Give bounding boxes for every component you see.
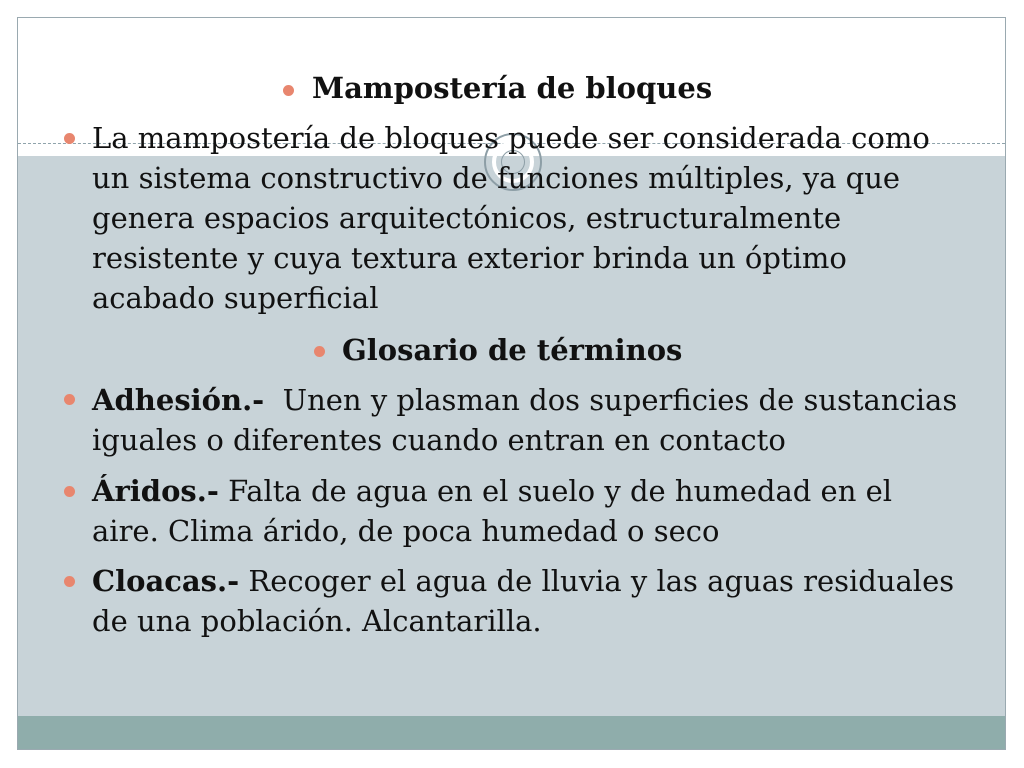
term-definition: Unen y plasman dos superficies de sustancias iguales o diferentes cuando entran en contacto bbox=[92, 383, 967, 457]
bullet-icon bbox=[64, 133, 75, 144]
bullet-icon bbox=[314, 346, 325, 357]
term-definition: Recoger el agua de lluvia y las aguas residuales de una población. Alcantarilla. bbox=[92, 564, 964, 638]
term-label: Cloacas.- bbox=[92, 564, 240, 598]
heading-mamposteria: Mampostería de bloques bbox=[312, 71, 713, 105]
glossary-item-aridos bbox=[92, 471, 932, 551]
bullet-icon bbox=[283, 85, 294, 96]
paragraph-definition: La mampostería de bloques puede ser considerada como un sistema constructivo de funciones múltiples, ya que genera espacios arquitectónicos, estructuralmente resistente y cuya textura exterior brinda un óptimo acabado superficial bbox=[92, 121, 930, 315]
bullet-icon bbox=[64, 486, 75, 497]
bullet-icon bbox=[64, 576, 75, 587]
glossary-item-adhesion bbox=[92, 380, 972, 460]
glossary-item-cloacas bbox=[92, 561, 992, 641]
term-label: Áridos.- bbox=[92, 474, 219, 508]
term-definition: Falta de agua en el suelo y de humedad en el aire. Clima árido, de poca humedad o seco bbox=[92, 474, 902, 548]
bullet-icon bbox=[64, 394, 75, 405]
term-label: Adhesión.- bbox=[92, 383, 265, 417]
heading-glosario: Glosario de términos bbox=[342, 333, 683, 367]
